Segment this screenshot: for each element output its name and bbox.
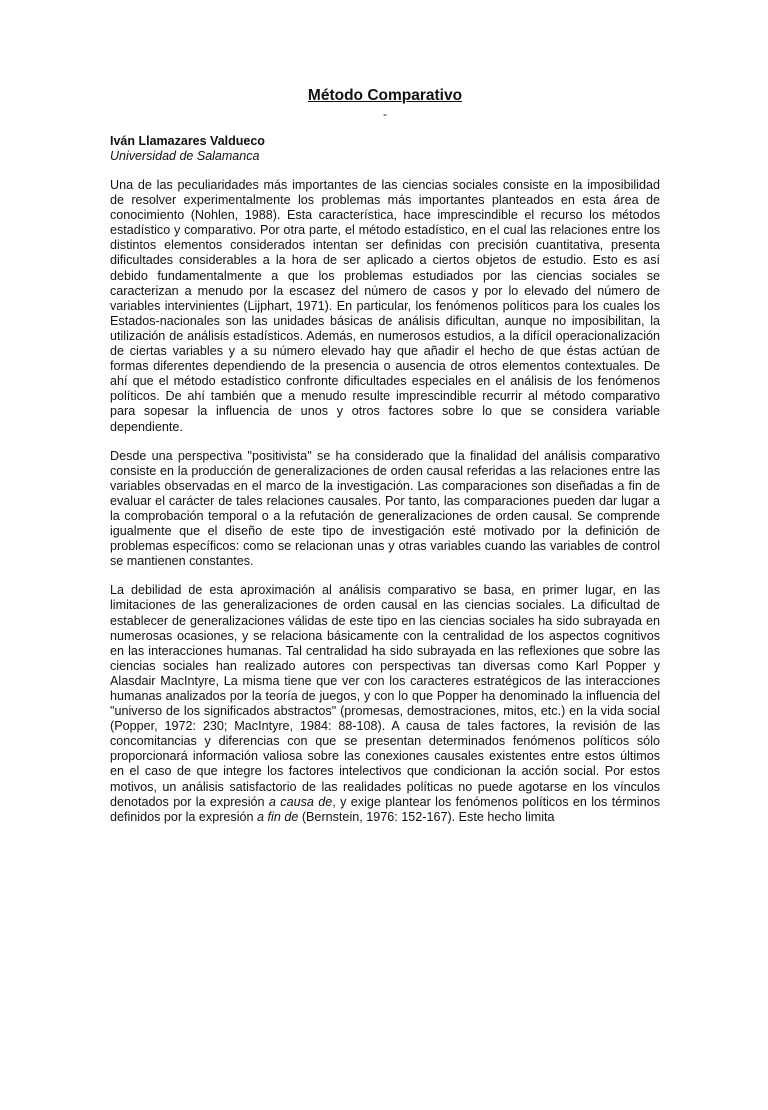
author-affiliation: Universidad de Salamanca [110,149,260,163]
paragraph-3-text-3: (Bernstein, 1976: 152-167). Este hecho limita [298,809,555,824]
paragraph-3 [110,583,660,825]
title-separator: - [383,107,387,121]
paragraph-3-italic-1: a causa de [268,794,333,809]
document-title: Método Comparativo [307,87,463,104]
author-name: Iván Llamazares Valdueco [110,134,265,148]
paragraph-3-text-2: , y exige plantear los fenómenos políticos en los términos definidos por la expresión [110,794,660,824]
paragraph-1: Una de las peculiaridades más importantes de las ciencias sociales consiste en la imposibilidad de resolver experimentalmente los problemas más importantes planteados en esta área de conocimiento (Nohlen, 1988). Esta característica, hace imprescindible el recurso los métodos estadístico y comparativo. Por otra parte, el método estadístico, en el cual las relaciones entre los distintos elementos considerados intentan ser definidas con precisión cuantitativa, presenta dificultades considerables a la hora de ser aplicado a ciertos objetos de estudio. Esto es así debido fundamentalmente a que los problemas estudiados por las ciencias sociales se caracterizan a menudo por la escasez del número de casos y por lo elevado del número de variables intervinientes (Lijphart, 1971). En particular, los fenómenos políticos para los cuales los Estados-nacionales son las unidades básicas de análisis dificultan, aunque no imposibilitan, la utilización de análisis estadísticos. Además, en numerosos estudios, a la difícil operacionalización de ciertas variables y a su número elevado hay que añadir el hecho de que éstas actúan de formas diferentes dependiendo de la presencia o ausencia de otros elementos contextuales. De ahí que el método estadístico confronte dificultades especiales en el análisis de los fenómenos políticos. De ahí también que a menudo resulte imprescindible recurrir al método comparativo para sopesar la influencia de unos y otros factores sobre lo que se considera variable dependiente. [110,178,660,434]
paragraph-2: Desde una perspectiva "positivista" se ha considerado que la finalidad del análisis comparativo consiste en la producción de generalizaciones de orden causal referidas a las relaciones entre las variables observadas en el marco de la investigación. Las comparaciones son diseñadas a fin de evaluar el carácter de tales relaciones causales. Por tanto, las comparaciones pueden dar lugar a la comprobación temporal o a la refutación de generalizaciones de orden causal. Se comprende igualmente que el diseño de este tipo de investigación esté motivado por la definición de problemas específicos: como se relacionan unas y otras variables cuando las variables de control se mantienen constantes. [110,448,660,569]
paragraph-3-italic-2: a fin de [257,809,299,824]
paragraph-3-text-1: La debilidad de esta aproximación al análisis comparativo se basa, en primer lugar, en las limitaciones de las generalizaciones de orden causal en las ciencias sociales. La dificultad de establecer de generalizaciones válidas de este tipo en las ciencias sociales ha sido subrayada en numerosas ocasiones, y se relaciona básicamente con la centralidad de los aspectos cognitivos en las interacciones humanas. Tal centralidad ha sido subrayada en las reflexiones que sobre las ciencias sociales han realizado autores con perspectivas tan diversas como Karl Popper y Alasdair MacIntyre, La misma tiene que ver con los caracteres estratégicos de las interacciones humanas analizados por la teoría de juegos, y con lo que Popper ha denominado la influencia del "universo de los significados abstractos" (promesas, demostraciones, mitos, etc.) en la vida social (Popper, 1972: 230; MacIntyre, 1984: 88-108). A causa de tales factores, la revisión de las concomitancias y diferencias con que se presentan determinados fenómenos políticos sólo proporcionará información valiosa sobre las conexiones causales existentes entre estos últimos en el caso de que integre los factores intelectivos que condicionan la acción social. Por estos motivos, un análisis satisfactorio de las realidades políticas no puede agotarse en los vínculos denotados por la expresión [110,583,660,809]
document-page [0,86,768,1110]
